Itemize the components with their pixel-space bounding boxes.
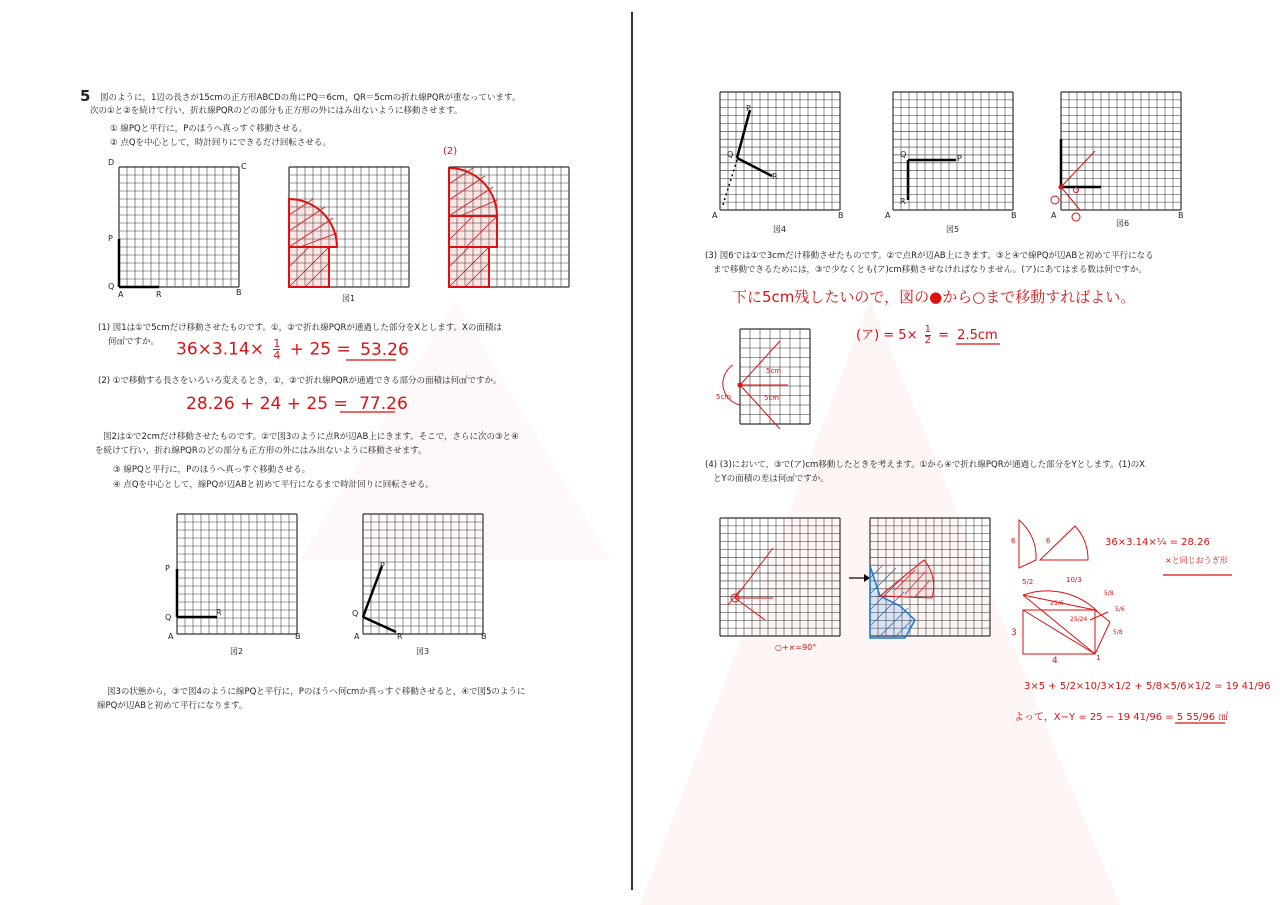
label-A: A — [712, 211, 718, 220]
problem-number: 5 — [80, 87, 91, 105]
label-B: B — [236, 288, 242, 297]
intro-line-1: 図のように，1辺の長さが15cmの正方形ABCDの角にPQ＝6cm，QR＝5cmの折れ線PQRが重なっています。 — [100, 93, 521, 103]
label-Q: Q — [900, 150, 907, 159]
side-3: 3 — [1011, 628, 1017, 638]
answer-1-result: 53.26 — [360, 339, 409, 360]
side-4: 4 — [1052, 656, 1058, 666]
dim-5-8: 5/8 — [1104, 590, 1114, 597]
fig2-polyline — [177, 569, 217, 617]
caption-fig3: 図3 — [416, 647, 430, 656]
question-4-line-1: (4) (3)において，③で(ア)cm移動したときを考えます。①から④で折れ線PQRが通過した部分をYとします。(1)のX — [705, 460, 1145, 470]
fig1-red-region — [289, 199, 337, 287]
answer-3-result: 2.5cm — [957, 328, 998, 343]
label-P: P — [108, 234, 113, 243]
answer-3-equals: = — [938, 328, 950, 343]
label-Q: Q — [727, 150, 734, 159]
dim-5-2: 5/2 — [1022, 578, 1034, 586]
label-B: B — [295, 632, 301, 641]
step-2: ② 点Qを中心として，時計回りにできるだけ回転させる。 — [110, 138, 331, 148]
step-1: ① 線PQと平行に，Pのほうへ真っすぐ移動させる。 — [110, 124, 308, 134]
sector-note: ×と同じおうぎ形 — [1165, 556, 1228, 565]
label-Q: Q — [352, 609, 359, 618]
fig4-polyline — [722, 110, 772, 208]
label-B: B — [481, 632, 487, 641]
label-A: A — [885, 211, 891, 220]
dim-5-8b: 5/8 — [1113, 629, 1123, 636]
question-4-line-2: とYの面積の差は何㎠ですか。 — [713, 474, 829, 484]
label-R: R — [216, 608, 222, 617]
label-R: R — [900, 197, 906, 206]
label-D: D — [108, 158, 115, 167]
fig3-polyline — [363, 566, 396, 632]
question-1-line-1: (1) 図1は①で5cmだけ移動させたものです。①，②で折れ線PQRが通過した部分をXとします。Xの面積は — [98, 323, 502, 333]
question-3-line-1: (3) 図6では①で3cmだけ移動させたものです。②で点Rが辺AB上にきます。③と④で線PQが辺ABと初めて平行になる — [705, 251, 1154, 261]
answer-3-frac-den: 2 — [924, 335, 931, 346]
fig2-answer-red-region — [449, 168, 497, 287]
q4-sector-sketches — [1019, 520, 1088, 568]
label-A: A — [354, 632, 360, 641]
q4-grid-left-red — [728, 548, 773, 620]
fig6-polyline — [1051, 139, 1101, 221]
figure-3-intro-line-1: 図3の状態から，③で図4のように線PQと平行に，Pのほうへ何cmか真っすぐ移動させると，④で図5のように — [107, 687, 526, 697]
answer-1-frac-den: 4 — [273, 349, 281, 362]
fig5-polyline — [908, 160, 956, 200]
question-2: (2) ①で移動する長さをいろいろ変えるとき，①，②で折れ線PQRが通過できる部分の面積は何㎠ですか。 — [98, 376, 502, 386]
figure-2-intro-line-1: 図2は①で2cmだけ移動させたものです。②で図3のように点Rが辺AB上にきます。そこで，さらに次の③と④ — [103, 432, 519, 442]
label-P: P — [746, 104, 751, 113]
handwritten-answer-2 — [186, 394, 408, 414]
label-A: A — [118, 290, 124, 299]
answer-2-expr: 28.26 + 24 + 25 = — [186, 394, 348, 414]
label-Q: Q — [108, 282, 115, 291]
caption-fig6: 図6 — [1116, 219, 1130, 228]
answer-1-frac-num: 1 — [273, 337, 281, 350]
caption-fig4: 図4 — [773, 225, 787, 234]
step-3: ③ 線PQと平行に，Pのほうへ真っすぐ移動させる。 — [113, 465, 311, 475]
q4-arrow — [849, 574, 870, 582]
intro-line-2: 次の①と②を続けて行い，折れ線PQRのどの部分も正方形の外にはみ出ないように移動させます。 — [90, 106, 463, 116]
answer-3-fraction — [925, 325, 931, 346]
dim-5-6: 5/6 — [1115, 606, 1125, 613]
side-1: 1 — [1096, 654, 1101, 662]
final-answer: よって，X−Y = 25 − 19 41/96 = 5 55/96 ㎠ — [1014, 712, 1229, 723]
handwritten-answer-3 — [856, 324, 998, 346]
label-5cm-a: 5cm — [766, 367, 782, 375]
fig-top-left-polyline — [119, 239, 159, 287]
label-B: B — [1011, 211, 1017, 220]
caption-fig2: 図2 — [230, 647, 244, 656]
answer-1-expr: 36×3.14× — [176, 339, 264, 360]
label-A: A — [168, 632, 174, 641]
label-B: B — [1178, 211, 1184, 220]
caption-fig5: 図5 — [946, 225, 960, 234]
step-4: ④ 点Qを中心として，線PQが辺ABと初めて平行になるまで時計回りに回転させる。 — [113, 480, 434, 490]
handwritten-note-3: 下に5cm残したいので，図の●から○まで移動すればよい。 — [732, 288, 1136, 306]
handwritten-answer-1 — [176, 338, 409, 361]
dim-25-24: 25/24 — [1070, 616, 1088, 623]
q4-construction — [1023, 591, 1110, 654]
label-R: R — [156, 290, 162, 299]
answer-3-prefix: (ア) = 5× — [856, 328, 918, 343]
label-Q: Q — [165, 613, 172, 622]
sector-calculation: 36×3.14×¼ = 28.26 — [1105, 537, 1210, 548]
dim-10-3: 10/3 — [1066, 576, 1082, 584]
figure-3-intro-line-2: 線PQが辺ABと初めて平行になります。 — [97, 701, 248, 711]
q3-sketch-red-lines — [723, 341, 788, 429]
label-R: R — [397, 632, 403, 641]
question-1-line-2: 何㎠ですか。 — [108, 337, 160, 347]
label-C: C — [241, 162, 247, 171]
q4-grid-right-shading — [870, 560, 934, 638]
side-6a: 6 — [1011, 537, 1016, 545]
label-P: P — [957, 154, 962, 163]
label-P: P — [165, 564, 170, 573]
answer-1-fraction — [273, 338, 280, 361]
calculation-y: 3×5 + 5/2×10/3×1/2 + 5/8×5/6×1/2 = 19 41/96 — [1024, 681, 1271, 692]
question-3-line-2: まで移動できるためには，③で少なくとも(ア)cm移動させなければなりません。(ア)にあてはまる数は何ですか。 — [713, 265, 1147, 275]
label-P: P — [380, 561, 385, 570]
answer-2-result: 77.26 — [359, 394, 408, 414]
answer-3-frac-num: 1 — [924, 324, 931, 335]
label-R: R — [772, 172, 778, 181]
label-A: A — [1051, 211, 1057, 220]
label-B: B — [838, 211, 844, 220]
answer-1-rest: + 25 = — [289, 339, 351, 360]
side-6b: 6 — [1046, 537, 1051, 545]
figure-2-intro-line-2: を続けて行い，折れ線PQRのどの部分も正方形の外にはみ出ないように移動させます。 — [95, 446, 427, 456]
caption-fig1: 図1 — [342, 294, 356, 303]
angle-note: ○+×=90° — [775, 643, 817, 652]
label-5cm-c: 5cm — [764, 394, 780, 402]
handwritten-mark-2: (2) — [443, 146, 458, 157]
label-5cm-b: 5cm — [716, 393, 732, 401]
answer-underlines — [340, 344, 1232, 723]
dim-25-6: 25/6 — [1050, 600, 1064, 607]
